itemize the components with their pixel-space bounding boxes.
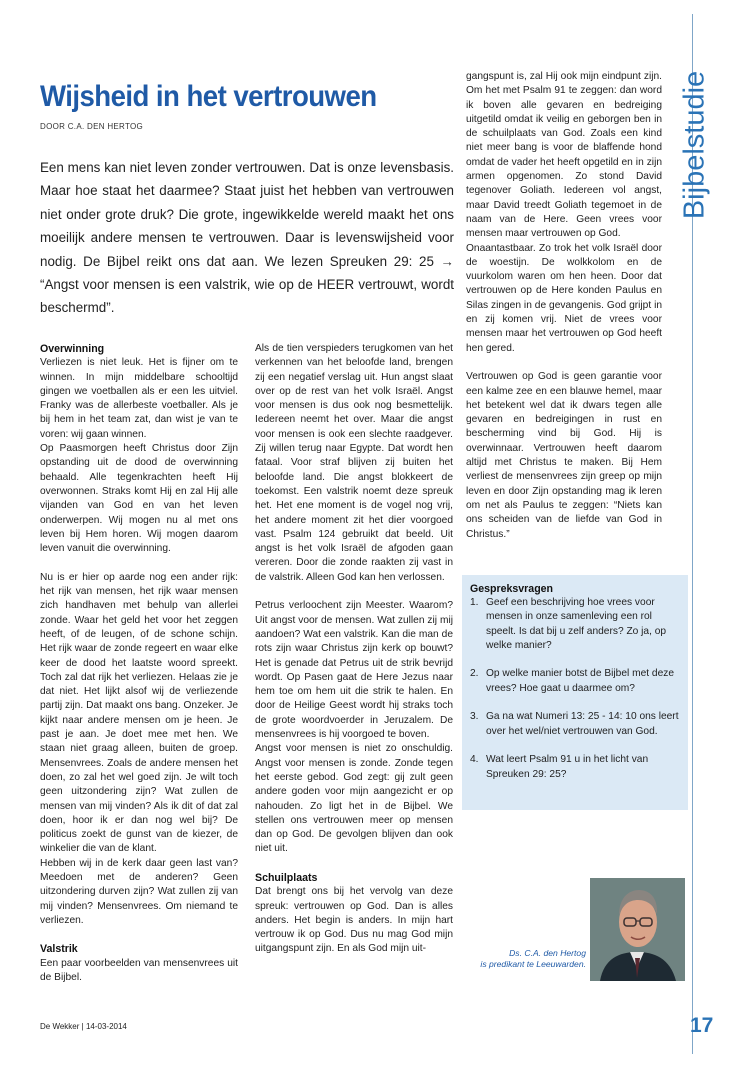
question-number: 3. — [470, 711, 479, 723]
paragraph: Onaantastbaar. Zo trok het volk Israël door de woestijn. De wolkkolom en de vuurkolom waren om hen heen. Door dat vertrouwen op de Here konden Paulus en Silas zingen in de gevangenis. God grijpt in en zij komen vrij. Niet de vrees voor mensen maar het vertrouwen op God heeft hen gered. — [466, 242, 662, 354]
question-item — [462, 667, 680, 696]
paragraph: Angst voor mensen is niet zo onschuldig. Angst voor mensen is zonde. Zonde tegen het eerste gebod. God zegt: gij zult geen andere goden voor mijn aangezicht er op nahouden. Zo ligt het in de Bijbel. We stellen ons vertrouwen meer op mensen dan op God. De gevolgen blijven dan ook niet uit. — [255, 743, 453, 855]
lead-paragraph: Een mens kan niet leven zonder vertrouwen. Dat is onze levensbasis. Maar hoe staat het daarmee? Staat juist het hebben van vertrouwen niet onder grote druk? Die grote, ingewikkelde wereld maakt het ons moeilijk andere mensen te vertrouwen. Daar is levenswijsheid voor nodig. De Bijbel reikt ons dat aan. We lezen Spreuken 29: 25 → “Angst voor mensen is een valstrik, wie op de HEER vertrouwt, wordt beschermd”. — [40, 160, 454, 316]
heading-valstrik: Valstrik — [40, 943, 78, 956]
caption-role: is predikant te Leeuwarden. — [480, 959, 586, 969]
author-photo — [590, 878, 685, 981]
caption-name: Ds. C.A. den Hertog — [509, 948, 586, 958]
photo-caption — [470, 948, 586, 970]
question-item — [462, 710, 680, 739]
column-2 — [255, 342, 453, 957]
column-3 — [466, 70, 662, 542]
paragraph: Als de tien verspieders terugkomen van het verkennen van het beloofde land, brengen zij een negatief verslag uit. Hun angst slaat over op de rest van het volk Israël. Angst voor mensen is dus ook nog besmettelijk. Iedereen neemt het over. Maar die angst voor mensen is ook een slechte raadgever. Zij willen terug naar Egypte. Dat wordt hen fataal. Voor straf blijven zij buiten het beloofde land. Die angst blokkeert de toekomst. Een valstrik noemt deze spreuk het. Het ene moment is de vogel nog vrij, het andere moment zit het dier voorgoed vast. Psalm 124 gebruikt dat beeld. Uit angst is het volk Israël de afgoden gaan vereren. Door die zonde raakten zij vast in de valstrik. Alleen God kan hen verlossen. — [255, 343, 453, 583]
discussion-heading: Gespreksvragen — [470, 583, 554, 595]
question-item — [462, 753, 680, 782]
question-text: Wat leert Psalm 91 u in het licht van Spreuken 29: 25? — [486, 754, 649, 780]
paragraph: Verliezen is niet leuk. Het is fijner om te winnen. In mijn middelbare schooltijd gingen we voetballen als er een les uitviel. Franky was de allerbeste voetballer. Als je bij hem in het team zat, dan wist je van te voren: wij gaan winnen. — [40, 357, 238, 440]
paragraph: Dat brengt ons bij het vervolg van deze spreuk: vertrouwen op God. Dan is alles anders. Het begin is anders. In mijn hart vertrouw ik op God. Dus nu mag God mijn uitgangspunt zijn. En als God mijn uit- — [255, 886, 453, 955]
paragraph: gangspunt is, zal Hij ook mijn eindpunt zijn. Om het met Psalm 91 te zeggen: dan word ik boven alle gevaren en bedreiging uitgetild omdat ik veilig en geborgen ben in de schuilplaats van God. Zoals een kind niet meer bang is voor de blaffende hond omdat de vader het heeft opgetild en in zijn armen opgenomen. Zo stond David tegenover Goliath. Iedereen vol angst, maar David treedt Goliath tegemoet in de naam van de Here. Geen vrees voor mensen maar vertrouwen op God. — [466, 71, 662, 240]
heading-overwinning: Overwinning — [40, 343, 105, 355]
discussion-box — [462, 575, 688, 810]
footer-credit: De Wekker | 14-03-2014 — [40, 1022, 127, 1031]
heading-schuilplaats: Schuilplaats — [255, 871, 318, 884]
paragraph: Een paar voorbeelden van mensenvrees uit de Bijbel. — [40, 957, 238, 984]
question-number: 4. — [470, 754, 479, 766]
question-item — [462, 596, 680, 653]
question-text: Geef een beschrijving hoe vrees voor mensen in onze samenleving een rol speelt. Is dat bij u zelf anders? Zo ja, op welke manier? — [486, 597, 667, 651]
paragraph: Nu is er hier op aarde nog een ander rijk: het rijk van mensen, het rijk waar mensen zich handhaven met behulp van allerlei zonde. Waar het geld het voor het zeggen heeft, of de leugen, of de schone schijn. Het rijk waar de zonde regeert en waar elke keer de dood het laatste woord spreekt. Toch zal dat rijk het verliezen. Helaas zie je dat niet. Het lijkt alsof wij de verliezende partij zijn. Dat maakt ons bang. Onzeker. Je kijkt naar andere mensen om je heen. Je past je aan. Je doet mee met hen. We staan niet graag alleen, buiten de groep. Mensenvrees. Zoals de andere mensen het doen, zo zal het wel goed zijn. Je wilt toch geen uitzondering zijn? Wat zullen de mensen van mij vinden? Als ik dit of dat zal doen, hoor ik er dan nog wel bij? De politicus zoekt de gunst van de kiezer, de winkelier die van de klant. — [40, 571, 238, 855]
paragraph: Op Paasmorgen heeft Christus door Zijn opstanding uit de dood de overwinning behaald. Alle tegenkrachten heeft Hij overwonnen. Straks komt Hij en zal Hij alle vijanden van God en van het leven onderwerpen. Wij mogen nu al met ons leven bij Hem horen. Wij mogen daarom leven vanuit die overwinning. — [40, 443, 238, 555]
byline: DOOR C.A. DEN HERTOG — [40, 122, 144, 131]
question-list — [462, 596, 688, 782]
question-number: 1. — [470, 597, 479, 608]
paragraph: Hebben wij in de kerk daar geen last van? Meedoen met de anderen? Geen uitzondering durven zijn? Wat zullen zij van mij vinden? Mensenvrees. Om niemand te verliezen. — [40, 857, 238, 926]
author-portrait-icon — [590, 878, 685, 981]
page-number: 17 — [690, 1014, 714, 1037]
article-title: Wijsheid in het vertrouwen — [40, 80, 377, 113]
question-text: Op welke manier botst de Bijbel met deze vrees? Hoe gaat u daarmee om? — [486, 668, 674, 694]
paragraph: Vertrouwen op God is geen garantie voor een kalme zee en een blauwe hemel, maar het betekent wel dat ik dwars tegen alle gevaren en bedreigingen in rust en bescherming vind bij God. Hij is overwinnaar. Vertrouwen heeft daarom altijd met Christus te maken. Bij Hem verliest de mensenvrees zijn greep op mijn leven en door Zijn opstanding mag ik leren om net als Paulus te zeggen: “Niets kan ons scheiden van de liefde van God in Christus.” — [466, 371, 662, 540]
question-number: 2. — [470, 668, 479, 680]
question-text: Ga na wat Numeri 13: 25 - 14: 10 ons leert over het wel/niet vertrouwen van God. — [486, 711, 679, 737]
section-label: Bijbelstudie — [678, 70, 711, 220]
paragraph: Petrus verloochent zijn Meester. Waarom? Uit angst voor de mensen. Wat zullen zij mij aandoen? Wat een valstrik. Kan die man de rots zijn waar Christus zijn kerk op bouwt? Het is genade dat Petrus uit de strik bevrijd wordt. Op Pasen gaat de Here Jezus naar hem toe om hem uit die strik te halen. En door de Heilige Geest wordt hij straks toch de grote woordvoerder in Jeruzalem. De mensenvrees is hij voorgoed te boven. — [255, 600, 453, 741]
column-1 — [40, 342, 238, 985]
